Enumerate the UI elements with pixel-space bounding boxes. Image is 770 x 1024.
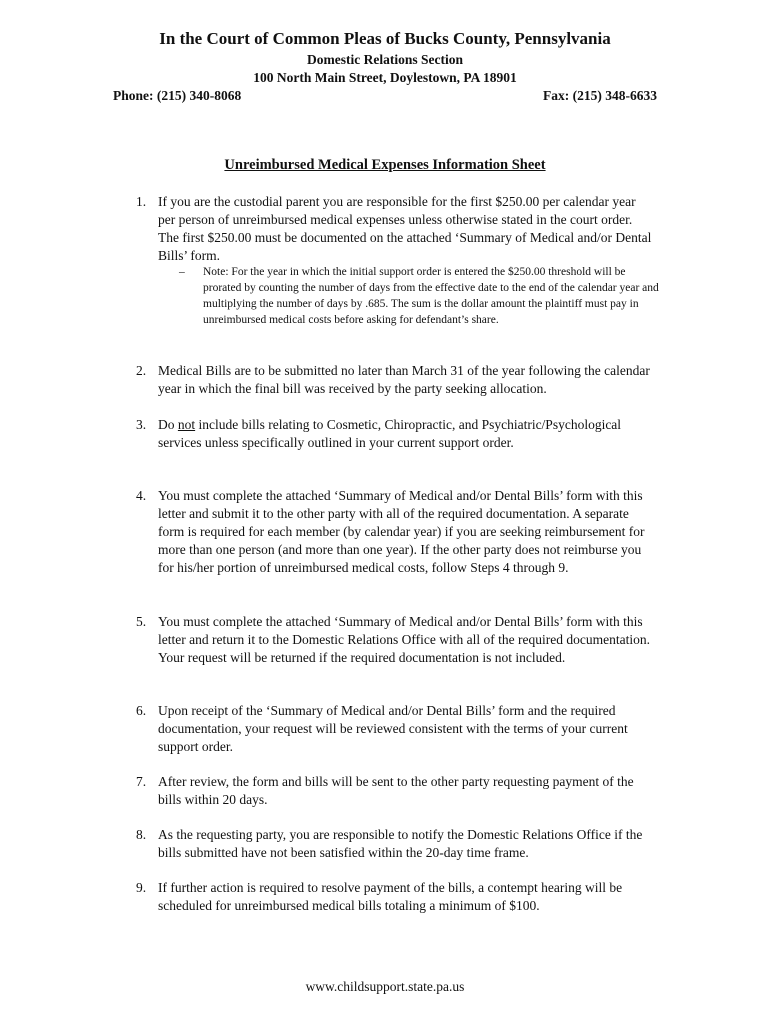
phone-number: Phone: (215) 340-8068 bbox=[113, 88, 242, 103]
item-number: 4. bbox=[136, 488, 147, 503]
item-text: You must complete the attached ‘Summary of Medical and/or Dental Bills’ form with this letter and return it to the Domestic Relations Office with all of the required documentation. Your request will be returned if the required documentation is not included. bbox=[158, 614, 650, 665]
list-item-1 bbox=[136, 193, 656, 265]
item-number: 2. bbox=[136, 363, 147, 378]
item-text: If you are the custodial parent you are responsible for the first $250.00 per calendar year per person of unreimbursed medical expenses unless otherwise stated in the court order. The first $250.00 must be documented on the attached ‘Summary of Medical and/or Dental Bills’ form. bbox=[158, 194, 652, 263]
item-text: As the requesting party, you are responsible to notify the Domestic Relations Office if the bills submitted have not been satisfied within the 20-day time frame. bbox=[158, 827, 643, 860]
document-title: Unreimbursed Medical Expenses Information Sheet bbox=[224, 157, 546, 173]
note-text: Note: For the year in which the initial support order is entered the $250.00 threshold will be prorated by counting the number of days from the effective date to the end of the calendar year and multiplying the number of days by .685. The sum is the dollar amount the plaintiff must pay in unreimbursed medical costs before asking for defendant’s share. bbox=[203, 266, 659, 326]
item-number: 9. bbox=[136, 880, 147, 895]
item-text: After review, the form and bills will be sent to the other party requesting payment of the bills within 20 days. bbox=[158, 774, 634, 807]
list-item-8 bbox=[136, 826, 656, 862]
emphasis-not: not bbox=[177, 417, 196, 432]
item-text: You must complete the attached ‘Summary of Medical and/or Dental Bills’ form with this letter and submit it to the other party with all of the required documentation. A separate form is required for each member (by calendar year) if you are seeking reimbursement for more than one person (and more than one year). If the other party does not reimburse you for his/her portion of unreimbursed medical costs, follow Steps 4 through 9. bbox=[158, 488, 645, 575]
fax-number: Fax: (215) 348-6633 bbox=[543, 88, 657, 103]
list-item-6 bbox=[136, 702, 656, 756]
item-text: Medical Bills are to be submitted no later than March 31 of the year following the calendar year in which the final bill was received by the party seeking allocation. bbox=[158, 363, 650, 396]
item-text-pre: Do bbox=[158, 417, 178, 432]
item-number: 8. bbox=[136, 827, 147, 842]
list-item-3 bbox=[136, 416, 656, 452]
list-item-7 bbox=[136, 773, 656, 809]
address-line: 100 North Main Street, Doylestown, PA 18901 bbox=[253, 70, 517, 85]
note-dash: – bbox=[179, 266, 185, 278]
item-text bbox=[158, 416, 656, 452]
note-item bbox=[179, 264, 659, 328]
item-text-post: include bills relating to Cosmetic, Chiropractic, and Psychiatric/Psychological services unless specifically outlined in your current support order. bbox=[158, 417, 622, 450]
item-number: 6. bbox=[136, 703, 147, 718]
item-number: 1. bbox=[136, 194, 147, 209]
item-text: Upon receipt of the ‘Summary of Medical and/or Dental Bills’ form and the required documentation, your request will be reviewed consistent with the terms of your current support order. bbox=[158, 703, 628, 754]
section-heading: Domestic Relations Section bbox=[307, 52, 463, 67]
item-number: 3. bbox=[136, 417, 147, 432]
item-number: 7. bbox=[136, 774, 147, 789]
list-item-4 bbox=[136, 487, 656, 577]
list-item-5 bbox=[136, 613, 656, 667]
court-heading: In the Court of Common Pleas of Bucks County, Pennsylvania bbox=[159, 29, 611, 48]
list-item-2 bbox=[136, 362, 656, 398]
item-text: If further action is required to resolve payment of the bills, a contempt hearing will be scheduled for unreimbursed medical bills totaling a minimum of $100. bbox=[158, 880, 623, 913]
item-number: 5. bbox=[136, 614, 147, 629]
list-item-9 bbox=[136, 879, 656, 915]
footer-url: www.childsupport.state.pa.us bbox=[305, 979, 465, 994]
